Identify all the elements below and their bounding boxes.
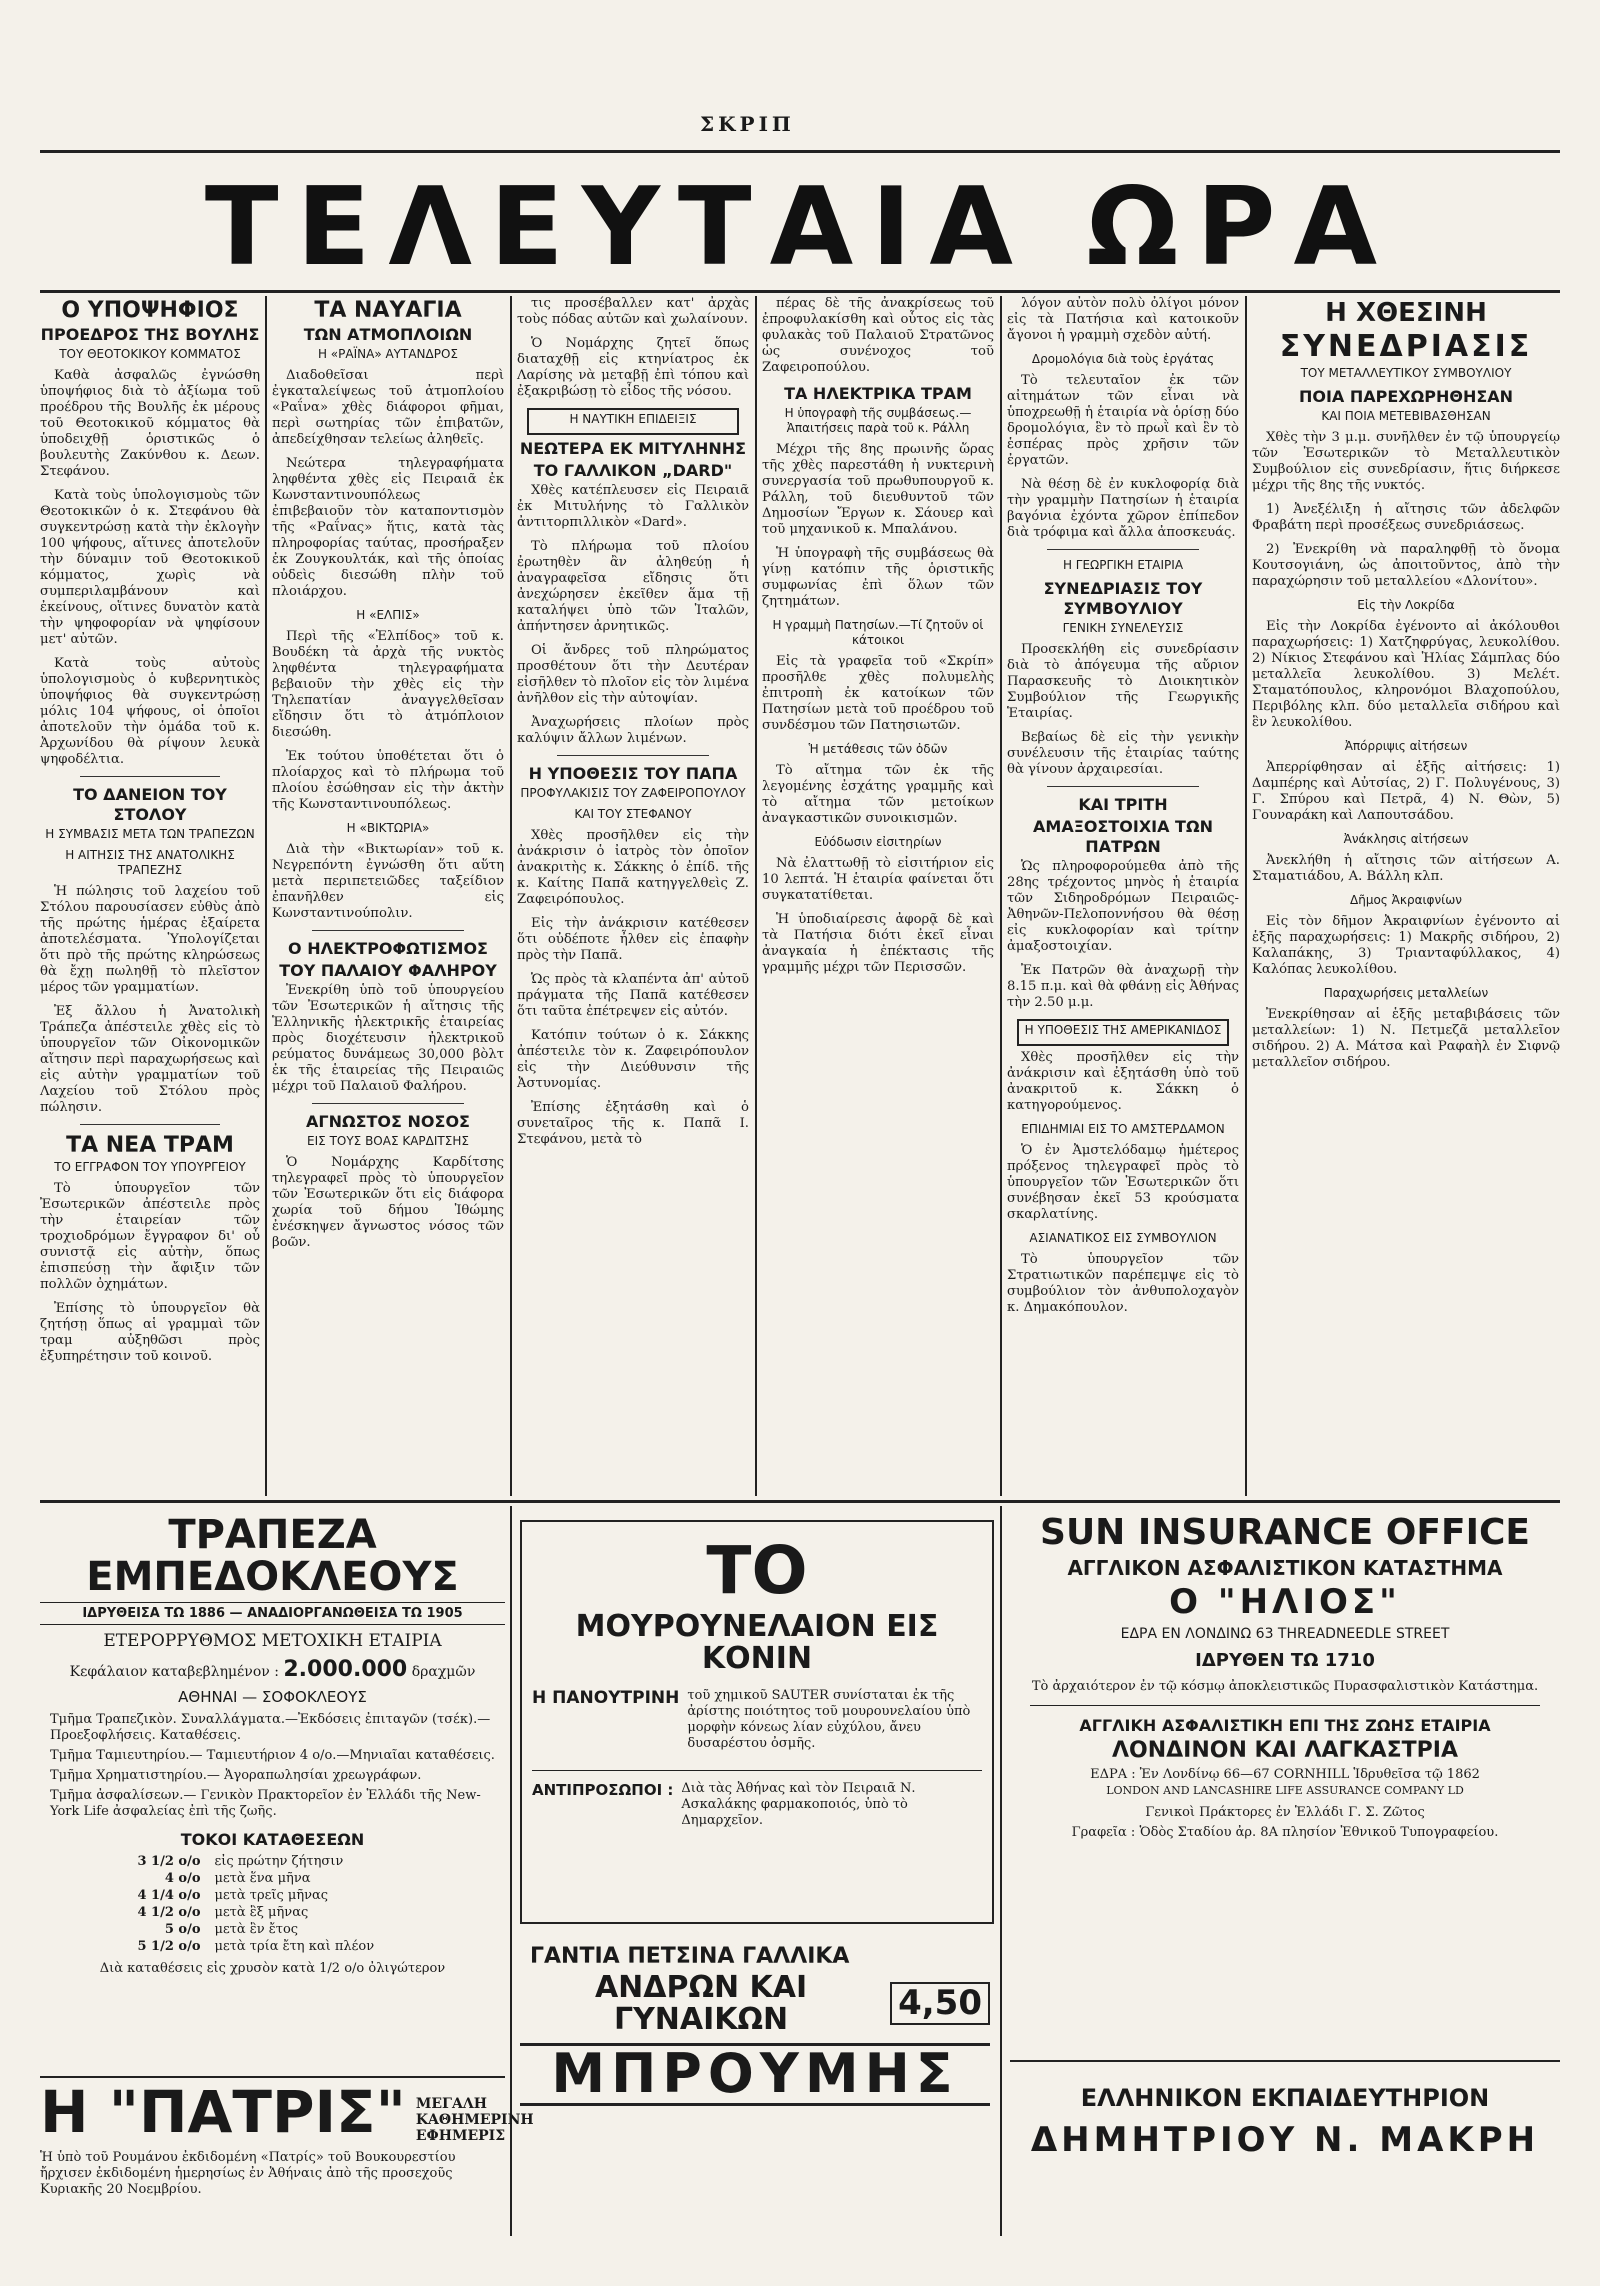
article-paragraph: Κατὰ τοὺς ὑπολογισμοὺς τῶν Θεοτοκικῶν ὁ κ. Στεφάνου θὰ συγκεντρώσῃ κατὰ τὴν ἐκλογὴν 100 ψήφους, αἵτινες ἀποτελοῦν τὴν δύναμιν τοῦ Θεοτοκικοῦ κόμματος, χωρὶς νὰ συμπεριλαμβάνουν καὶ ἐκείνους, οἵτινες δυνατὸν κατὰ τὴν ψηφοφορίαν νὰ ψηφίσουν μετ' αὐτῶν. bbox=[40, 488, 260, 647]
column-rule bbox=[510, 296, 512, 1496]
headline: ΠΡΟΕΔΡΟΣ ΤΗΣ ΒΟΥΛΗΣ bbox=[40, 325, 260, 344]
article-paragraph: Περὶ τῆς «Ἐλπίδος» τοῦ κ. Βουδέκη τὰ ἀρχὰ τῆς νυκτὸς ληφθέντα τηλεγραφήματα βεβαιοῦν τὴν χθὲς εἰς τὴν Τηλεπατίαν ἀναγγελθεῖσαν εἴδησιν ὅτι τὸ ἀτμόπλοιον διεσώθη. bbox=[272, 629, 504, 740]
deposit-rates-list bbox=[40, 1853, 505, 1955]
article-paragraph: Ἐνεκρίθησαν αἱ ἑξῆς μεταβιβάσεις τῶν μεταλλείων: 1) Ν. Πετμεζᾶ μεταλλεῖον σιδήρου. 2) Α. Μάτσα καὶ Ραφαὴλ ἐν Σιφνῷ μεταλλεῖον σιδήρου. bbox=[1252, 1007, 1560, 1070]
ad-title: ΜΟΥΡΟΥΝΕΛΑΙΟΝ ΕΙΣ ΚΟΝΙΝ bbox=[575, 1609, 939, 1676]
article-paragraph: τις προσέβαλλεν κατ' ἀρχὰς τοὺς πόδας αὐτῶν καὶ χωλαίνουν. bbox=[517, 296, 749, 327]
ad-office: Γραφεῖα : Ὁδὸς Σταδίου ἀρ. 8Α πλησίον Ἐθνικοῦ Τυπογραφείου. bbox=[1071, 1824, 1499, 1840]
headline: ΤΟ ΓΑΛΛΙΚΟΝ „DARD" bbox=[533, 461, 733, 480]
column-rule bbox=[1000, 1506, 1002, 2236]
headline: ΤΟΥ ΠΑΛΑΙΟΥ ΦΑΛΗΡΟΥ bbox=[279, 961, 497, 980]
deposit-term: μετὰ ἓξ μῆνας bbox=[214, 1905, 309, 1920]
divider bbox=[1047, 549, 1199, 550]
subheadline: Η ΑΙΤΗΣΙΣ ΤΗΣ ΑΝΑΤΟΛΙΚΗΣ ΤΡΑΠΕΖΗΣ bbox=[65, 848, 235, 877]
subheadline: Η «ΒΙΚΤΩΡΙΑ» bbox=[346, 821, 430, 835]
subheadline: Ἀνάκλησις αἰτήσεων bbox=[1343, 832, 1469, 846]
article-paragraph: λόγον αὐτὸν πολὺ ὀλίγοι μόνον εἰς τὰ Πατήσια καὶ κατοικοῦν ἄγονοι ἡ γραμμὴ σχεδὸν αὐτή. bbox=[1007, 296, 1239, 343]
subheadline: Η ὑπογραφὴ τῆς συμβάσεως.—Ἀπαιτήσεις παρὰ τοῦ κ. Ράλλη bbox=[784, 406, 972, 435]
divider bbox=[80, 1124, 220, 1125]
article-paragraph: Ὡς πληροφορούμεθα ἀπὸ τῆς 28ης τρέχοντος μηνὸς ἡ ἑταιρία τῶν Σιδηροδρόμων Πειραιῶς-Ἀθηνῶν-Πελοποννήσου θὰ θέσῃ εἰς κυκλοφορίαν καὶ τρίτην ἀμαξοστοιχίαν. bbox=[1007, 859, 1239, 954]
insurance-advertisement bbox=[1010, 1510, 1560, 2050]
headline: ΤΑ ΗΛΕΚΤΡΙΚΑ ΤΡΑΜ bbox=[784, 384, 972, 403]
headline: ΠΟΙΑ ΠΑΡΕΧΩΡΗΘΗΣΑΝ bbox=[1298, 387, 1514, 406]
section-title: ΤΕΛΕΥΤΑΙΑ ΩΡΑ bbox=[204, 165, 1396, 290]
deposit-rate: 5 1/2 ο/ο bbox=[137, 1939, 201, 1954]
subheadline: Εὐόδωσιν εἰσιτηρίων bbox=[814, 835, 942, 849]
article-paragraph: Χθὲς προσῆλθεν εἰς τὴν ἀνάκρισιν ὁ ἰατρὸς τὸν ὁποῖον ἀνακριτὴς κ. Σάκκης ὁ ἐπίδ. τῆς κ. Καίτης Παπᾶ κατηγγελθεὶς Ζ. Ζαφειρόπουλος. bbox=[517, 828, 749, 907]
article-paragraph: Ὡς πρὸς τὰ κλαπέντα ἀπ' αὐτοῦ πράγματα τῆς Παπᾶ κατέθεσεν ὅτι ταῦτα ἐπέτρεψεν εἰς αὐτόν. bbox=[517, 972, 749, 1019]
deposit-rate-row bbox=[40, 1938, 505, 1955]
article-paragraph: Ὁ Νομάρχης ζητεῖ ὅπως διαταχθῇ εἰς κτηνίατρος ἐκ Λαρίσης νὰ μεταβῇ ἐπὶ τόπου καὶ ἐξακριβώσῃ τὸ εἶδος τῆς νόσου. bbox=[517, 336, 749, 399]
ad-title: ΤΡΑΠΕΖΑ ΕΜΠΕΔΟΚΛΕΟΥΣ bbox=[86, 1512, 459, 1600]
company-name: Ο "ΗΛΙΟΣ" bbox=[1169, 1581, 1401, 1622]
ad-title: ΕΛΛΗΝΙΚΟΝ ΕΚΠΑΙΔΕΥΤΗΡΙΟΝ bbox=[1080, 2084, 1490, 2112]
codliver-oil-advertisement bbox=[520, 1520, 994, 1924]
column-rule bbox=[755, 296, 757, 1496]
article-paragraph: Χθὲς κατέπλευσεν εἰς Πειραιᾶ ἐκ Μιτυλήνης τὸ Γαλλικὸν ἀντιτορπιλλικὸν «Dard». bbox=[517, 483, 749, 530]
ad-agent: Γενικοὶ Πράκτορες ἐν Ἑλλάδι Γ. Σ. Ζῶτος bbox=[1145, 1804, 1425, 1820]
subheadline: Η «ΕΛΠΙΣ» bbox=[356, 608, 420, 622]
article-paragraph: Ἡ ὑποδιαίρεσις ἀφορᾷ δὲ καὶ τὰ Πατήσια διότι ἐκεῖ εἶναι ἀναγκαία ἡ ἐπέκτασις τῆς γραμμῆς μέχρι τῶν Περισσῶν. bbox=[762, 912, 994, 975]
subheadline: Η γραμμὴ Πατησίων.—Τί ζητοῦν οἱ κάτοικοι bbox=[772, 618, 984, 647]
column-6 bbox=[1252, 296, 1560, 1496]
divider bbox=[1047, 786, 1199, 787]
deposit-term: εἰς πρώτην ζήτησιν bbox=[214, 1854, 344, 1869]
article-paragraph: Βεβαίως δὲ εἰς τὴν γενικὴν συνέλευσιν τῆς ἑταιρίας ταύτης θὰ γίνουν ἀρχαιρεσίαι. bbox=[1007, 730, 1239, 777]
deposit-rate-row bbox=[40, 1904, 505, 1921]
deposit-rate-row bbox=[40, 1853, 505, 1870]
headline: ΣΥΝΕΔΡΙΑΣΙΣ bbox=[1279, 329, 1533, 364]
headline: ΤΩΝ ΑΤΜΟΠΛΟΙΩΝ bbox=[303, 325, 473, 344]
divider bbox=[557, 755, 709, 756]
ad-subtitle: ΜΕΓΑΛΗ ΚΑΘΗΜΕΡΙΝΗ ΕΦΗΜΕΡΙΣ bbox=[415, 2096, 534, 2144]
headline: Ο ΥΠΟΨΗΦΙΟΣ bbox=[61, 298, 239, 323]
gloves-advertisement bbox=[520, 1935, 990, 2230]
divider bbox=[80, 776, 220, 777]
article-paragraph: Εἰς τὴν Λοκρίδα ἐγένοντο αἱ ἀκόλουθοι παραχωρήσεις: 1) Χατζηφρύγας, λευκολίθου. 2) Νίκιος Στεφάνου καὶ Ἠλίας Σάμπλας δύο μεταλλεῖα λευκολίθου. 3) Μελέτ. Σταματόπουλος, κληρονόμοι Βλαχοπούλου, Περιβόλης κλπ. δύο μεταλλεῖα σιδήρου καὶ ἓν λευκολίθου. bbox=[1252, 619, 1560, 730]
article-paragraph: Ἡ ὑπογραφὴ τῆς συμβάσεως θὰ γίνῃ κατόπιν τῆς ὁριστικῆς συμφωνίας ἐπὶ ὅλων τῶν ζητημάτων. bbox=[762, 546, 994, 609]
article-paragraph: Ἀναχωρήσεις πλοίων πρὸς καλύψιν ἄλλων λιμένων. bbox=[517, 715, 749, 746]
bank-advertisement bbox=[40, 1510, 505, 2070]
article-paragraph: Εἰς τὰ γραφεῖα τοῦ «Σκρίπ» προσῆλθε χθὲς πολυμελὴς ἐπιτροπὴ ἐκ κατοίκων τῶν Πατησίων μετὰ τοῦ προέδρου τοῦ συνδέσμου τῶν Πατησιωτῶν. bbox=[762, 654, 994, 733]
article-paragraph: Κατόπιν τούτων ὁ κ. Σάκκης ἀπέστειλε τὸν κ. Ζαφειρόπουλον εἰς τὴν Διεύθυνσιν τῆς Ἀστυνομίας. bbox=[517, 1028, 749, 1091]
ad-text: Ἡ ὑπὸ τοῦ Ρουμάνου ἐκδιδομένη «Πατρίς» τοῦ Βουκουρεστίου ἤρχισεν ἐκδιδομένη ἡμερησίως ἐν Ἀθήναις ἀπὸ τῆς προσεχοῦς Κυριακῆς 20 Νοεμβρίου. bbox=[40, 2150, 456, 2197]
article-paragraph: Νὰ ἐλαττωθῇ τὸ εἰσιτήριον εἰς 10 λεπτά. Ἡ ἑταιρία φαίνεται ὅτι συγκατατίθεται. bbox=[762, 856, 994, 903]
shop-name: ΜΠΡΟΥΜΗΣ bbox=[520, 2043, 990, 2106]
ad-line: Τμῆμα Χρηματιστηρίου.— Ἀγοραπωλησίαι χρεωγράφων. bbox=[50, 1768, 422, 1783]
article-paragraph: Χθὲς τὴν 3 μ.μ. συνῆλθεν ἐν τῷ ὑπουργείῳ τῶν Ἐσωτερικῶν τὸ Μεταλλευτικὸν Συμβούλιον εἰς συνεδρίασιν, ἥτις διήρκεσε μέχρι τῆς 8ης τῆς νυκτός. bbox=[1252, 430, 1560, 493]
subheadline: ΚΑΙ ΠΟΙΑ ΜΕΤΕΒΙΒΑΣΘΗΣΑΝ bbox=[1321, 409, 1491, 423]
article-paragraph: Τὸ ὑπουργεῖον τῶν Ἐσωτερικῶν ἀπέστειλε πρὸς τὴν ἑταιρείαν τῶν τροχιοδρόμων ἔγγραφον δι' οὗ συνιστᾷ εἰς αὐτὴν, ὅπως ἐπισπεύσῃ τὴν ἄφιξιν τῶν πολλῶν ὀχημάτων. bbox=[40, 1181, 260, 1292]
ad-line: ΓΑΝΤΙΑ ΠΕΤΣΙΝΑ ΓΑΛΛΙΚΑ bbox=[530, 1944, 850, 1969]
article-paragraph: Εἰς τὸν δῆμον Ἀκραιφνίων ἐγένοντο αἱ ἑξῆς παραχωρήσεις: 1) Μακρῆς σιδήρου, 2) Καλαπάκης, 3) Τριανταφύλλακος, 4) Καλόπας λευκολίθου. bbox=[1252, 914, 1560, 977]
article-paragraph: Νὰ θέσῃ δὲ ἐν κυκλοφορίᾳ διὰ τὴν γραμμὴν Πατησίων ἡ ἑταιρία βαγόνια ἐχόντα χῶρον ἐπίπεδον διὰ τρόφιμα καὶ ἄλλα ἀποσκευάς. bbox=[1007, 477, 1239, 540]
subheadline: Εἰς τὴν Λοκρίδα bbox=[1357, 598, 1455, 612]
article-paragraph: Τὸ ὑπουργεῖον τῶν Στρατιωτικῶν παρέπεμψε εἰς τὸ συμβούλιον τὸν ἀνθυπολοχαγὸν κ. Δημακόπουλον. bbox=[1007, 1252, 1239, 1315]
headline: ΝΕΩΤΕΡΑ ΕΚ ΜΙΤΥΛΗΝΗΣ bbox=[519, 439, 747, 458]
deposit-rate-row bbox=[40, 1921, 505, 1938]
subheadline: Δῆμος Ἀκραιφνίων bbox=[1350, 893, 1462, 907]
headline: ΤΑ ΝΑΥΑΓΙΑ bbox=[314, 298, 462, 323]
article-paragraph: Τὸ πλήρωμα τοῦ πλοίου ἐρωτηθὲν ἂν ἀληθεύῃ ἡ ἀναγραφεῖσα εἴδησις ὅτι ἀνεχώρησεν ἐκεῖθεν ἅμα τῇ καταλήψει ὑπὸ τῶν Ἰταλῶν, ἀπήντησεν ἀρνητικῶς. bbox=[517, 539, 749, 634]
subheadline: Ἡ μετάθεσις τῶν ὀδῶν bbox=[808, 742, 948, 756]
subheadline: ΤΟ ΕΓΓΡΑΦΟΝ ΤΟΥ ΥΠΟΥΡΓΕΙΟΥ bbox=[54, 1160, 246, 1174]
deposit-term: μετὰ ἓν ἔτος bbox=[214, 1922, 299, 1937]
article-paragraph: Οἱ ἄνδρες τοῦ πληρώματος προσθέτουν ὅτι τὴν Δευτέραν εἰσῆλθεν τὸ πλοῖον εἰς τὸν λιμένα ἀνῆλθον εἰς τὴν αὐτοψίαν. bbox=[517, 643, 749, 706]
subheadline: Η «ΡΑΪΝΑ» ΑΥΤΑΝΔΡΟΣ bbox=[317, 347, 459, 361]
subheadline: Παραχωρήσεις μεταλλείων bbox=[1323, 986, 1489, 1000]
column-rule bbox=[1000, 296, 1002, 1496]
deposit-rate: 4 1/2 ο/ο bbox=[137, 1905, 201, 1920]
divider bbox=[312, 1103, 464, 1104]
ad-company-type: ΕΤΕΡΟΡΡΥΘΜΟΣ ΜΕΤΟΧΙΚΗ ΕΤΑΙΡΙΑ bbox=[103, 1631, 442, 1651]
headline-box bbox=[527, 408, 739, 435]
subheadline: ΑΣΙΑΝΑΤΙΚΟΣ ΕΙΣ ΣΥΜΒΟΥΛΙΟΝ bbox=[1029, 1231, 1217, 1245]
article-paragraph: 2) Ἐνεκρίθη νὰ παραληφθῇ τὸ ὄνομα Κουτσογιάνη, ὡς ἀποιτοῦντος, ἀπὸ τὴν παραχώρησιν τοῦ μεταλλείου «Δλονίτου». bbox=[1252, 542, 1560, 589]
deposit-term: μετὰ τρεῖς μῆνας bbox=[214, 1888, 329, 1903]
ad-founded: ΙΔΡΥΘΕΝ ΤΩ 1710 bbox=[1195, 1650, 1375, 1672]
article-paragraph: Προσεκλήθη εἰς συνεδρίασιν διὰ τὸ ἀπόγευμα τῆς αὔριον Παρασκευῆς τὸ Διοικητικὸν Συμβούλιον τῆς Γεωργικῆς Ἑταιρίας. bbox=[1007, 642, 1239, 721]
ad-title: Η "ΠΑΤΡΙΣ" bbox=[40, 2078, 406, 2146]
ad-line: ΑΝΔΡΩΝ ΚΑΙ ΓΥΝΑΙΚΩΝ bbox=[594, 1970, 808, 2037]
ad-address: ΑΘΗΝΑΙ — ΣΟΦΟΚΛΕΟΥΣ bbox=[178, 1688, 367, 1706]
ad-divider bbox=[1010, 2060, 1560, 2062]
article-paragraph: Ἡ πώλησις τοῦ λαχείου τοῦ Στόλου παρουσίασεν εὐθὺς ἀπὸ τῆς πρώτης ἡμέρας ἐξαίρετα ἀποτελέσματα. Ὑπολογίζεται ὅτι πρὸ τῆς πρώτης κληρώσεως θὰ ἔχῃ πωληθῇ τὸ πλεῖστον μέρος τῶν γραμματίων. bbox=[40, 884, 260, 995]
article-paragraph: Ἐξ ἄλλου ἡ Ἀνατολικὴ Τράπεζα ἀπέστειλε χθὲς εἰς τὸ ὑπουργεῖον τῶν Οἰκονομικῶν αἴτησιν περὶ παραχωρήσεως καὶ εἰς αὐτὴν γραμματίων τοῦ Λαχείου τοῦ Στόλου πρὸς πώλησιν. bbox=[40, 1004, 260, 1115]
ad-line: Τμῆμα Ταμιευτηρίου.— Ταμιευτήριον 4 ο/ο.—Μηνιαῖαι καταθέσεις. bbox=[50, 1748, 495, 1763]
deposit-rate: 4 ο/ο bbox=[164, 1871, 201, 1886]
issue-label: ΣΚΡΙΠ bbox=[700, 112, 795, 136]
ad-title: ΤΟ bbox=[706, 1532, 808, 1609]
headline: ΣΥΝΕΔΡΙΑΣΙΣ ΤΟΥ ΣΥΜΒΟΥΛΙΟΥ bbox=[1043, 579, 1203, 618]
article-paragraph: Ἐκ τούτου ὑποθέτεται ὅτι ὁ πλοίαρχος καὶ τὸ πλήρωμα τοῦ πλοίου ἐσώθησαν εἰς τὴν ἀκτὴν τῆς Κωνσταντινουπόλεως. bbox=[272, 749, 504, 812]
masthead-top-rule bbox=[40, 150, 1560, 153]
ad-text: Τὸ ἀρχαιότερον ἐν τῷ κόσμῳ ἀποκλειστικῶς Πυρασφαλιστικὸν Κατάστημα. bbox=[1031, 1679, 1539, 1695]
capital-value: 2.000.000 bbox=[283, 1657, 408, 1682]
subheadline: ΤΟΥ ΜΕΤΑΛΛΕΥΤΙΚΟΥ ΣΥΜΒΟΥΛΙΟΥ bbox=[1300, 366, 1512, 380]
article-paragraph: Ἐκ Πατρῶν θὰ ἀναχωρῇ τὴν 8.15 π.μ. καὶ θὰ φθάνῃ εἰς Ἀθήνας τὴν 2.50 μ.μ. bbox=[1007, 963, 1239, 1010]
ad-line: Τμῆμα Τραπεζικὸν. Συναλλάγματα.—Ἐκδόσεις ἐπιταγῶν (τσέκ).— Προεξοφλήσεις. Καταθέσεις. bbox=[50, 1712, 491, 1743]
subheadline: ΤΟΥ ΘΕΟΤΟΚΙΚΟΥ ΚΟΜΜΑΤΟΣ bbox=[59, 347, 241, 361]
subheadline: ΠΡΟΦΥΛΑΚΙΣΙΣ ΤΟΥ ΖΑΦΕΙΡΟΠΟΥΛΟΥ bbox=[520, 786, 746, 800]
ad-seat: ΕΔΡΑ ΕΝ ΛΟΝΔΙΝΩ 63 THREADNEEDLE STREET bbox=[1120, 1626, 1450, 1643]
deposit-rate: 4 1/4 ο/ο bbox=[137, 1888, 201, 1903]
article-paragraph: Ἐπίσης ἐξητάσθη καὶ ὁ συνεταῖρος τῆς κ. Παπᾶ Ι. Στεφάνου, μετὰ τὸ bbox=[517, 1100, 749, 1147]
headline: Η ΧΘΕΣΙΝΗ bbox=[1325, 298, 1487, 328]
subheadline: ΓΕΝΙΚΗ ΣΥΝΕΛΕΥΣΙΣ bbox=[1062, 621, 1184, 635]
headline: ΤΑ ΝΕΑ ΤΡΑΜ bbox=[66, 1133, 234, 1158]
article-paragraph: Νεώτερα τηλεγραφήματα ληφθέντα χθὲς εἰς Πειραιᾶ ἐκ Κωνσταντινουπόλεως ἐπιβεβαιοῦν τὸν καταποντισμὸν τῆς «Ραΐνας» ἥτις, κατὰ τὰς πληροφορίας ταύτας, προσήραξεν ἐκ Ζουγκουλτάκ, καὶ τῆς ὁποίας οὐδεὶς διεσώθη πλὴν τοῦ πλοιάρχου. bbox=[272, 456, 504, 599]
product-name: Η ΠΑΝΟΥΤΡΙΝΗ bbox=[532, 1688, 680, 1709]
column-4 bbox=[762, 296, 994, 1496]
article-paragraph: Διαδοθεῖσαι περὶ ἐγκαταλείψεως τοῦ ἀτμοπλοίου «Ραΐνα» χθὲς διάφοροι φῆμαι, περὶ σωτηρίας τῶν ἐπιβατῶν, ἀπεδείχθησαν τελείως ἀληθεῖς. bbox=[272, 368, 504, 447]
subheadline: ΕΙΣ ΤΟΥΣ ΒΟΑΣ ΚΑΡΔΙΤΣΗΣ bbox=[307, 1134, 469, 1148]
column-3 bbox=[517, 296, 749, 1496]
article-paragraph: Ἐπίσης τὸ ὑπουργεῖον θὰ ζητήσῃ ὅπως αἱ γραμμαὶ τῶν τραμ αὐξηθῶσι πρὸς ἐξυπηρέτησιν τοῦ κοινοῦ. bbox=[40, 1301, 260, 1364]
ad-line: Τμῆμα ἀσφαλίσεων.— Γενικὸν Πρακτορεῖον ἐν Ἑλλάδι τῆς New-York Life ἀσφαλείας ἐπὶ τῆς ζωῆς. bbox=[50, 1788, 481, 1819]
deposit-term: μετὰ ἕνα μῆνα bbox=[214, 1871, 311, 1886]
deposit-rates-title: ΤΟΚΟΙ ΚΑΤΑΘΕΣΕΩΝ bbox=[180, 1830, 365, 1849]
article-paragraph: Μέχρι τῆς 8ης πρωινῆς ὥρας τῆς χθὲς παρεστάθη ἡ νυκτερινὴ συνεργασία τοῦ πρωθυπουργοῦ κ. Ράλλη, τοῦ διευθυντοῦ τῶν Δημοσίων Ἔργων κ. Σάουερ καὶ τοῦ μηχανικοῦ κ. Μπαλάνου. bbox=[762, 442, 994, 537]
subheadline: Η ΣΥΜΒΑΣΙΣ ΜΕΤΑ ΤΩΝ ΤΡΑΠΕΖΩΝ bbox=[45, 827, 255, 841]
agents-label: ΑΝΤΙΠΡΟΣΩΠΟΙ : bbox=[532, 1781, 674, 1800]
deposit-rate-row bbox=[40, 1887, 505, 1904]
subheadline: Η ΓΕΩΡΓΙΚΗ ΕΤΑΙΡΙΑ bbox=[1062, 558, 1184, 572]
ads-top-rule bbox=[40, 1500, 1560, 1503]
ad-text: τοῦ χημικοῦ SAUTER συνίσταται ἐκ τῆς ἀρίστης ποιότητος τοῦ μουρουνελαίου ὑπὸ μορφὴν κόνεως λίαν εὐχύλου, ἄνευ δυσαρέστου ὀσμῆς. bbox=[687, 1688, 971, 1752]
subheadline: Η ΥΠΟΘΕΣΙΣ ΤΗΣ ΑΜΕΡΙΚΑΝΙΔΟΣ bbox=[1024, 1023, 1222, 1037]
deposit-rate-row bbox=[40, 1870, 505, 1887]
article-paragraph: Κατὰ τοὺς αὐτοὺς ὑπολογισμοὺς ὁ κυβερνητικὸς ὑποψήφιος θὰ συγκεντρώσῃ μόλις 104 ψήφους, οἱ ὁποῖοι ἀποτελοῦν τὴν ὁμάδα τοῦ κ. Ἀρχωνίδου θὰ ρίψουν λευκὰ ψηφοδέλτια. bbox=[40, 656, 260, 767]
agents-text: Διὰ τὰς Ἀθήνας καὶ τὸν Πειραιᾶ Ν. Ασκαλάκης φαρμακοποιός, ὑπὸ τὸ Δημαρχεῖον. bbox=[681, 1781, 916, 1829]
article-paragraph: Ἐνεκρίθη ὑπὸ τοῦ ὑπουργείου τῶν Ἐσωτερικῶν ἡ αἴτησις τῆς Ἑλληνικῆς ἡλεκτρικῆς ἑταιρείας πρὸς διοχέτευσιν ἠλεκτρικοῦ ρεύματος δυνάμεως 30,000 βὸλτ ἐκ τῆς ἑταιρείας τῆς Πειραιῶς μέχρι τοῦ Παλαιοῦ Φαλήρου. bbox=[272, 983, 504, 1094]
headline: Ο ΗΛΕΚΤΡΟΦΩΤΙΣΜΟΣ bbox=[288, 939, 488, 958]
divider bbox=[312, 930, 464, 931]
subheadline: Δρομολόγια διὰ τοὺς ἐργάτας bbox=[1031, 352, 1215, 366]
ad-subtitle: ΑΓΓΛΙΚΟΝ ΑΣΦΑΛΙΣΤΙΚΟΝ ΚΑΤΑΣΤΗΜΑ bbox=[1067, 1555, 1503, 1580]
article-paragraph: Καθὰ ἀσφαλῶς ἐγνώσθη ὑποψήφιος διὰ τὸ ἀξίωμα τοῦ προέδρου τῆς Βουλῆς ἐκ μέρους τοῦ Θεοτοκικοῦ κόμματος θὰ ὑποδειχθῇ ὁριστικῶς ὁ βουλευτὴς Ζακύνθου κ. Δεων. Στεφάνου. bbox=[40, 368, 260, 479]
ad-life-title: ΑΓΓΛΙΚΗ ΑΣΦΑΛΙΣΤΙΚΗ ΕΠΙ ΤΗΣ ΖΩΗΣ ΕΤΑΙΡΙΑ bbox=[1079, 1716, 1491, 1736]
article-paragraph: Διὰ τὴν «Βικτωρίαν» τοῦ κ. Νεγρεπόντη ἐγνώσθη ὅτι αὕτη μετὰ περιπετειῶδες ταξείδιον ἐπανῆλθεν εἰς Κωνσταντινούπολιν. bbox=[272, 842, 504, 921]
deposit-rate: 5 ο/ο bbox=[164, 1922, 201, 1937]
headline: ΤΟ ΔΑΝΕΙΟΝ ΤΟΥ ΣΤΟΛΟΥ bbox=[73, 785, 227, 824]
ad-title: SUN INSURANCE OFFICE bbox=[1040, 1512, 1530, 1553]
article-paragraph: Τὸ αἴτημα τῶν ἐκ τῆς λεγομένης ἐσχάτης γραμμῆς καὶ τὸ αἴτημα τῶν μετοίκων ἀναγκαστικῶν συνοικισμῶν. bbox=[762, 763, 994, 826]
masthead-bottom-rule bbox=[40, 290, 1560, 293]
column-5 bbox=[1007, 296, 1239, 1496]
article-paragraph: πέρας δὲ τῆς ἀνακρίσεως τοῦ ἐπροφυλακίσθη καὶ οὗτος εἰς τὰς φυλακὰς τοῦ Παλαιοῦ Στρατῶνος ὡς συνένοχος τοῦ Ζαφειροπούλου. bbox=[762, 296, 994, 375]
school-advertisement bbox=[1010, 2070, 1560, 2230]
ad-name: ΔΗΜΗΤΡΙΟΥ Ν. ΜΑΚΡΗ bbox=[1030, 2120, 1540, 2161]
ad-life-seat: ΕΔΡΑ : Ἐν Λονδίνῳ 66—67 CORNHILL Ἱδρυθεῖσα τῷ 1862 bbox=[1090, 1766, 1480, 1782]
subheadline: Η ΝΑΥΤΙΚΗ ΕΠΙΔΕΙΞΙΣ bbox=[569, 412, 697, 426]
article-paragraph: 1) Ἀνεξέλιξη ἡ αἴτησις τῶν ἀδελφῶν Φραβάτη περὶ προσέξεως συνεδριάσεως. bbox=[1252, 502, 1560, 533]
ad-founded: ΙΔΡΥΘΕΙΣΑ ΤΩ 1886 — ΑΝΑΔΙΟΡΓΑΝΩΘΕΙΣΑ ΤΩ 1905 bbox=[40, 1602, 505, 1625]
subheadline: Ἀπόρριψις αἰτήσεων bbox=[1344, 739, 1468, 753]
column-1 bbox=[40, 296, 260, 1496]
column-rule bbox=[1245, 296, 1247, 1496]
patris-advertisement bbox=[40, 2078, 534, 2232]
article-paragraph: Εἰς τὴν ἀνάκρισιν κατέθεσεν ὅτι οὐδέποτε ἦλθεν εἰς ἐπαφὴν πρὸς τὴν Παπᾶ. bbox=[517, 916, 749, 963]
deposit-rate: 3 1/2 ο/ο bbox=[137, 1854, 201, 1869]
column-2 bbox=[272, 296, 504, 1496]
ad-life-company: LONDON AND LANCASHIRE LIFE ASSURANCE COMPANY LD bbox=[1106, 1783, 1464, 1797]
ad-footer: Διὰ καταθέσεις εἰς χρυσὸν κατὰ 1/2 ο/ο ὀλιγώτερον bbox=[99, 1961, 446, 1976]
subheadline: ΚΑΙ ΤΟΥ ΣΤΕΦΑΝΟΥ bbox=[574, 807, 692, 821]
article-paragraph: Ἀνεκλήθη ἡ αἴτησις τῶν αἰτήσεων Α. Σταματιάδου, Α. Βάλλη κλπ. bbox=[1252, 853, 1560, 884]
article-paragraph: Τὸ τελευταῖον ἐκ τῶν αἰτημάτων τῶν εἶναι νὰ ὑποχρεωθῇ ἡ ἑταιρία νὰ ὁρίσῃ δύο δρομολόγια, ἓν τὸ πρωῒ καὶ ἓν τὸ ἑσπέρας πρὸς χρῆσιν τῶν ἐργατῶν. bbox=[1007, 373, 1239, 468]
ad-life-name: ΛΟΝΔΙΝΟΝ ΚΑΙ ΛΑΓΚΑΣΤΡΙΑ bbox=[1112, 1738, 1458, 1764]
deposit-term: μετὰ τρία ἔτη καὶ πλέον bbox=[214, 1939, 375, 1954]
subheadline: ΕΠΙΔΗΜΙΑΙ ΕΙΣ ΤΟ ΑΜΣΤΕΡΔΑΜΟΝ bbox=[1021, 1122, 1225, 1136]
article-paragraph: Ὁ Νομάρχης Καρδίτσης τηλεγραφεῖ πρὸς τὸ ὑπουργεῖον τῶν Ἐσωτερικῶν ὅτι εἰς διάφορα χωρία τοῦ δήμου Ἰθώμης ἐνέσκηψεν ἄγνωστος νόσος τῶν βοῶν. bbox=[272, 1155, 504, 1250]
headline: ΑΓΝΩΣΤΟΣ ΝΟΣΟΣ bbox=[306, 1112, 470, 1131]
price-badge: 4,50 bbox=[890, 1982, 990, 2026]
headline: ΚΑΙ ΤΡΙΤΗ bbox=[1078, 795, 1168, 814]
headline: Η ΥΠΟΘΕΣΙΣ ΤΟΥ ΠΑΠΑ bbox=[528, 764, 738, 783]
capital-unit: δραχμῶν bbox=[411, 1664, 476, 1680]
article-paragraph: Χθὲς προσῆλθεν εἰς τὴν ἀνάκρισιν καὶ ἐξητάσθη ὑπὸ τοῦ ἀνακριτοῦ κ. Σάκκη ὁ κατηγορούμενος. bbox=[1007, 1050, 1239, 1113]
headline: ΑΜΑΞΟΣΤΟΙΧΙΑ ΤΩΝ ΠΑΤΡΩΝ bbox=[1033, 817, 1213, 856]
article-paragraph: Ὁ ἐν Ἀμστελόδαμῳ ἡμέτερος πρόξενος τηλεγραφεῖ πρὸς τὸ ὑπουργεῖον τῶν Ἐσωτερικῶν ὅτι συνέβησαν ἐκεῖ 53 κρούσματα σκαρλατίνης. bbox=[1007, 1143, 1239, 1222]
article-paragraph: Ἀπερρίφθησαν αἱ ἑξῆς αἰτήσεις: 1) Δαμπέρης καὶ Αὐτσίας, 2) Γ. Πολυγένους, 3) Γ. Σπύρου καὶ Πετρᾶ, 4) Ν. Θὼν, 5) Γουναράκη καὶ Λαπουτσάδου. bbox=[1252, 760, 1560, 823]
column-rule bbox=[265, 296, 267, 1496]
capital-label: Κεφάλαιον καταβεβλημένον : bbox=[69, 1664, 279, 1680]
headline-box bbox=[1017, 1019, 1229, 1046]
